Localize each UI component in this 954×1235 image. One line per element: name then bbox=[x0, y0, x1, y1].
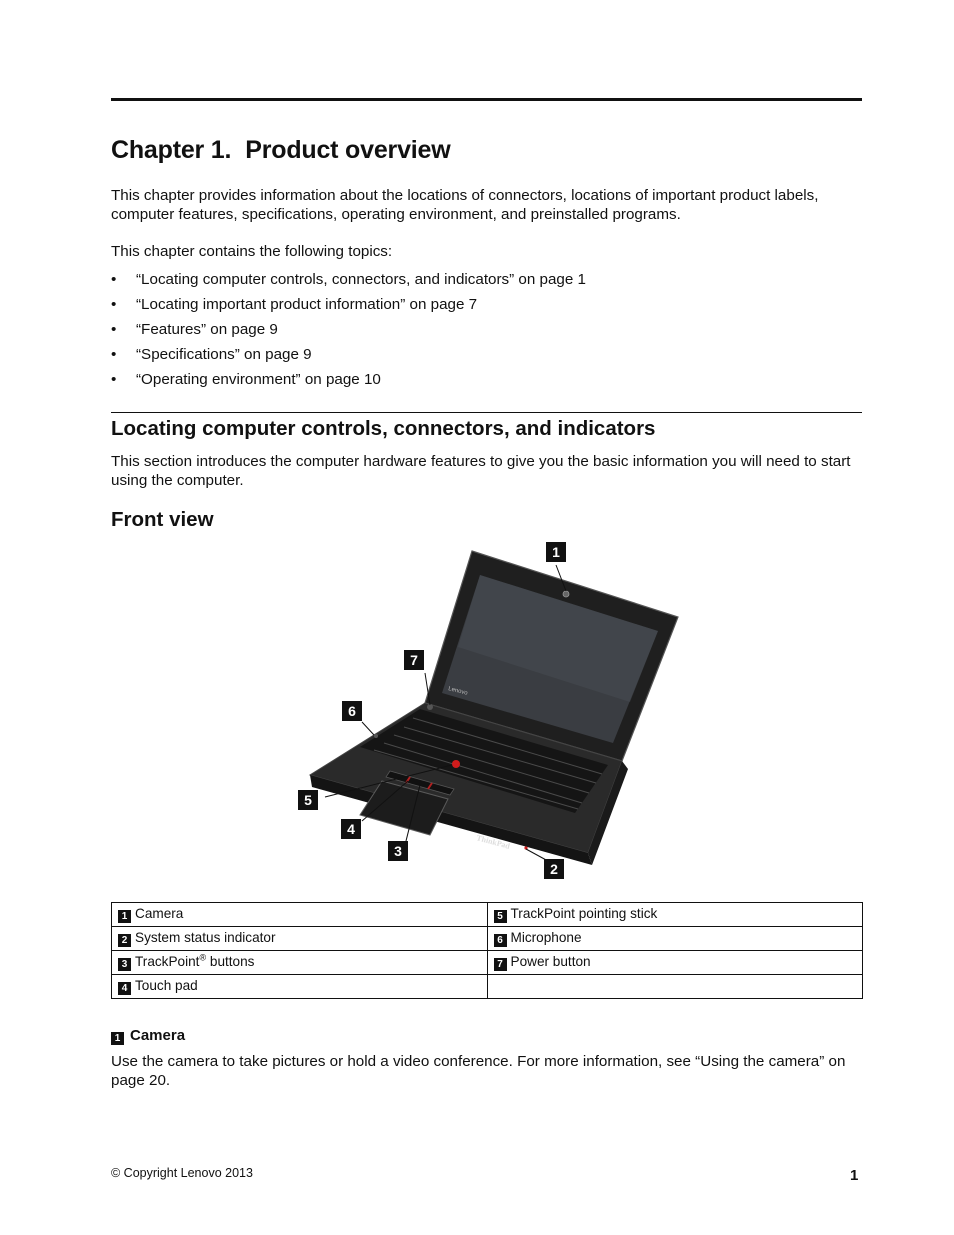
legend-cell bbox=[112, 975, 488, 999]
callout-label: 7 bbox=[410, 652, 418, 668]
laptop-illustration bbox=[290, 537, 690, 883]
number-badge: 3 bbox=[118, 958, 131, 971]
trackpoint-stick bbox=[452, 760, 460, 768]
topic-item[interactable] bbox=[111, 345, 586, 370]
legend-cell-empty bbox=[487, 975, 863, 999]
table-row bbox=[112, 975, 863, 999]
bullet: • bbox=[111, 371, 117, 388]
callout-3 bbox=[388, 841, 408, 861]
topic-link[interactable]: “Features” on page 9 bbox=[136, 321, 278, 338]
chapter-intro: This chapter provides information about the locations of connectors, locations of important product labels, computer features, specifications, operating environment, and preinstalled programs. bbox=[111, 187, 819, 223]
legend-label: Camera bbox=[135, 906, 184, 921]
number-badge: 7 bbox=[494, 958, 507, 971]
legend-label: TrackPoint bbox=[135, 954, 200, 969]
topic-item[interactable] bbox=[111, 320, 586, 345]
chapter-title bbox=[111, 136, 450, 165]
callout-6 bbox=[342, 701, 362, 721]
topic-list bbox=[111, 270, 586, 395]
table-row bbox=[112, 903, 863, 927]
screen-logo: Lenovo bbox=[447, 686, 469, 697]
front-view-title: Front view bbox=[111, 508, 214, 531]
table-row bbox=[112, 951, 863, 975]
chapter-name: Product overview bbox=[245, 136, 451, 164]
front-view-legend-table bbox=[111, 902, 863, 999]
legend-cell bbox=[112, 903, 488, 927]
number-badge: 5 bbox=[494, 910, 507, 923]
number-badge: 1 bbox=[111, 1032, 124, 1045]
legend-cell bbox=[112, 951, 488, 975]
bullet: • bbox=[111, 271, 117, 288]
camera-heading-label: Camera bbox=[130, 1027, 186, 1044]
legend-label: TrackPoint pointing stick bbox=[510, 906, 658, 921]
legend-cell bbox=[487, 927, 863, 951]
callout-label: 2 bbox=[550, 861, 558, 877]
bullet: • bbox=[111, 321, 117, 338]
callout-1 bbox=[546, 542, 566, 562]
topic-item[interactable] bbox=[111, 270, 586, 295]
callout-label: 6 bbox=[348, 703, 356, 719]
palmrest-logo: ThinkPad bbox=[475, 833, 511, 851]
copyright-notice: © Copyright Lenovo 2013 bbox=[111, 1166, 253, 1180]
legend-label: Power button bbox=[510, 954, 591, 969]
section-intro: This section introduces the computer hardware features to give you the basic information you will need to start using the computer. bbox=[111, 453, 851, 489]
callout-label: 1 bbox=[552, 544, 560, 560]
legend-label: System status indicator bbox=[135, 930, 276, 945]
callout-7 bbox=[404, 650, 424, 670]
section-title: Locating computer controls, connectors, and indicators bbox=[111, 417, 656, 440]
legend-label-tail: buttons bbox=[206, 954, 255, 969]
legend-label: Microphone bbox=[510, 930, 582, 945]
number-badge: 4 bbox=[118, 982, 131, 995]
page-number: 1 bbox=[850, 1167, 859, 1184]
legend-label: Touch pad bbox=[135, 978, 198, 993]
legend-cell bbox=[487, 951, 863, 975]
camera-description: Use the camera to take pictures or hold a video conference. For more information, see “Using the camera” on page 20. bbox=[111, 1053, 846, 1089]
camera-lens bbox=[563, 591, 569, 597]
callout-label: 5 bbox=[304, 792, 312, 808]
chapter-label: Chapter 1. bbox=[111, 136, 232, 164]
table-row bbox=[112, 927, 863, 951]
callout-4 bbox=[341, 819, 361, 839]
number-badge: 2 bbox=[118, 934, 131, 947]
bullet: • bbox=[111, 296, 117, 313]
topic-link[interactable]: “Locating computer controls, connectors, and indicators” on page 1 bbox=[136, 271, 586, 288]
callout-label: 3 bbox=[394, 843, 402, 859]
callout-2 bbox=[544, 859, 564, 879]
topic-item[interactable] bbox=[111, 370, 586, 395]
camera-heading bbox=[111, 1027, 185, 1045]
registered-mark: ® bbox=[199, 952, 207, 963]
topic-link[interactable]: “Specifications” on page 9 bbox=[136, 346, 312, 363]
section-rule bbox=[111, 412, 862, 413]
topics-lead: This chapter contains the following topics: bbox=[111, 243, 393, 260]
laptop-front-view-figure bbox=[290, 537, 690, 883]
number-badge: 6 bbox=[494, 934, 507, 947]
legend-cell bbox=[112, 927, 488, 951]
legend-cell bbox=[487, 903, 863, 927]
callout-label: 4 bbox=[347, 821, 355, 837]
bullet: • bbox=[111, 346, 117, 363]
top-rule bbox=[111, 98, 862, 101]
topic-item[interactable] bbox=[111, 295, 586, 320]
callout-5 bbox=[298, 790, 318, 810]
topic-link[interactable]: “Locating important product information” on page 7 bbox=[136, 296, 478, 313]
topic-link[interactable]: “Operating environment” on page 10 bbox=[136, 371, 381, 388]
number-badge: 1 bbox=[118, 910, 131, 923]
